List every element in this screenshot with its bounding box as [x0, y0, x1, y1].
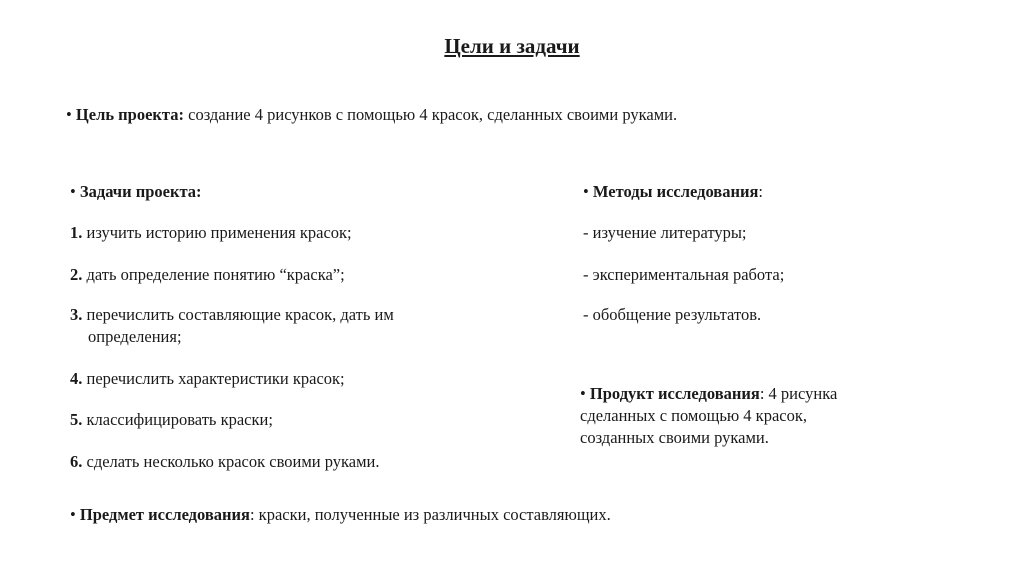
- methods-heading-label: Методы исследования: [592, 182, 759, 201]
- task-number: 2.: [70, 265, 83, 284]
- task-text: классифицировать краски;: [82, 410, 273, 429]
- task-number: 1.: [70, 223, 83, 242]
- task-number: 4.: [70, 369, 83, 388]
- subject-label: Предмет исследования: [79, 505, 250, 524]
- task-text: изучить историю применения красок;: [82, 223, 352, 242]
- task-item-2: [70, 264, 345, 286]
- goal-label: Цель проекта:: [75, 105, 184, 124]
- product-text-line3: созданных своими руками.: [580, 428, 769, 447]
- product-label: Продукт исследования: [589, 384, 760, 403]
- tasks-heading-label: Задачи проекта:: [79, 182, 202, 201]
- task-number: 3.: [70, 305, 83, 324]
- bullet: •: [66, 105, 72, 124]
- task-text: перечислить составляющие красок, дать им: [82, 305, 394, 324]
- method-item-2: - экспериментальная работа;: [583, 265, 785, 284]
- product-text-line2: сделанных с помощью 4 красок,: [580, 406, 807, 425]
- methods-heading: [583, 181, 763, 203]
- goal-text: создание 4 рисунков с помощью 4 красок, сделанных своими руками.: [184, 105, 678, 124]
- method-item-3: - обобщение результатов.: [583, 305, 762, 324]
- task-number: 6.: [70, 452, 83, 471]
- task-text: сделать несколько красок своими руками.: [82, 452, 380, 471]
- task-text: дать определение понятию “краска”;: [82, 265, 345, 284]
- task-item-5: [70, 409, 273, 431]
- task-item-6: [70, 451, 380, 473]
- bullet: •: [70, 505, 76, 524]
- bullet: •: [580, 384, 586, 403]
- task-text: перечислить характеристики красок;: [82, 369, 345, 388]
- task-item-4: [70, 368, 345, 390]
- research-subject: [70, 504, 611, 526]
- bullet: •: [70, 182, 76, 201]
- tasks-heading: [70, 181, 202, 203]
- methods-colon: :: [758, 182, 763, 201]
- task-number: 5.: [70, 410, 83, 429]
- task-item-1: [70, 222, 352, 244]
- bullet: •: [583, 182, 589, 201]
- task-text-continued: определения;: [88, 327, 182, 346]
- page-title: Цели и задачи: [444, 34, 580, 58]
- method-item-1: - изучение литературы;: [583, 223, 747, 242]
- product-block: [580, 383, 837, 449]
- project-goal: [66, 104, 677, 126]
- task-item-3: [70, 304, 394, 348]
- product-text-line1: : 4 рисунка: [759, 384, 838, 403]
- subject-text: : краски, полученные из различных составляющих.: [249, 505, 611, 524]
